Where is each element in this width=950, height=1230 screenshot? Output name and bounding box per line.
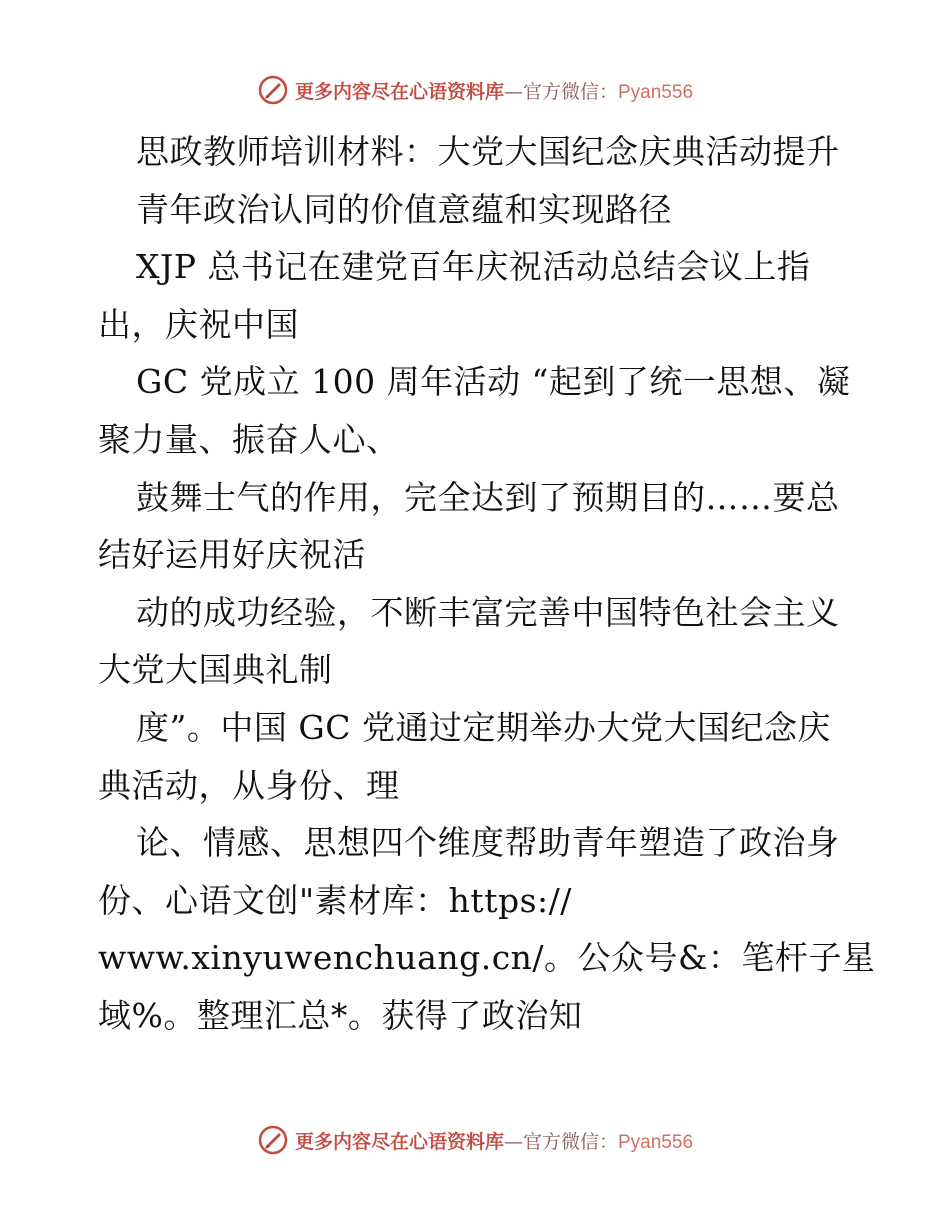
- paragraph-line: 动的成功经验，不断丰富完善中国特色社会主义: [136, 592, 840, 632]
- paragraph-line: 大党大国典礼制: [98, 650, 333, 690]
- paragraph-line: 度”。中国 GC 党通过定期举办大党大国纪念庆: [136, 707, 831, 747]
- document-body: [98, 123, 876, 1045]
- paragraph-line: 份、心语文创"素材库：https://: [98, 880, 572, 920]
- title-line-1: 思政教师培训材料：大党大国纪念庆典活动提升: [136, 132, 840, 171]
- watermark-site-name: 更多内容尽在心语资料库: [294, 1130, 504, 1153]
- paragraph-line: 论、情感、思想四个维度帮助青年塑造了政治身: [136, 823, 840, 863]
- watermark-wechat-id: Pyan556: [618, 1131, 694, 1153]
- paragraph-line: 聚力量、振奋人心、: [98, 419, 400, 459]
- quill-seal-icon: [257, 74, 289, 106]
- header-watermark: [0, 70, 950, 110]
- paragraph-line: www.xinyuwenchuang.cn/。公众号&：笔杆子星: [98, 938, 876, 978]
- watermark-text: [295, 1127, 693, 1154]
- paragraph-line: 鼓舞士气的作用，完全达到了预期目的……要总: [136, 477, 840, 517]
- paragraph-line: 域%。整理汇总*。获得了政治知: [98, 995, 583, 1035]
- watermark-site-name: 更多内容尽在心语资料库: [294, 80, 504, 103]
- paragraph-line: 典活动，从身份、理: [98, 765, 400, 805]
- watermark-dash: —: [503, 1130, 523, 1153]
- quill-seal-icon: [257, 1124, 289, 1156]
- watermark-wechat-label: 官方微信：: [522, 80, 618, 103]
- paragraph-line: 出，庆祝中国: [98, 304, 299, 344]
- paragraph-line: 结好运用好庆祝活: [98, 535, 366, 575]
- footer-watermark: [0, 1120, 950, 1160]
- watermark-wechat-label: 官方微信：: [522, 1130, 618, 1153]
- watermark-text: [295, 77, 693, 104]
- watermark-wechat-id: Pyan556: [618, 81, 694, 103]
- watermark-dash: —: [503, 80, 523, 103]
- title-line-2: 青年政治认同的价值意蕴和实现路径: [136, 189, 672, 229]
- paragraph-line: XJP 总书记在建党百年庆祝活动总结会议上指: [136, 247, 811, 287]
- paragraph-line: GC 党成立 100 周年活动 “起到了统一思想、凝: [136, 362, 851, 402]
